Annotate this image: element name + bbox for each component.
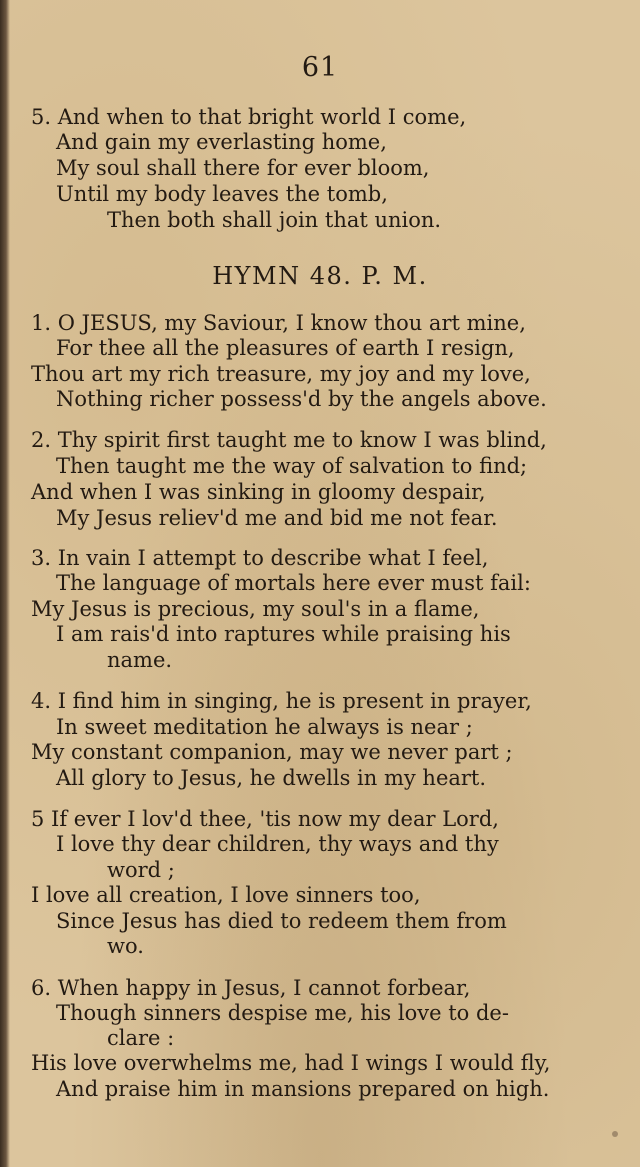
verse-line: My constant companion, may we never part ; xyxy=(31,740,513,764)
verse-line: And gain my everlasting home, xyxy=(56,130,387,154)
verse-line: clare : xyxy=(107,1026,175,1050)
verse-line: His love overwhelms me, had I wings I would fly, xyxy=(31,1051,551,1075)
verse-line: name. xyxy=(107,648,173,672)
paper-stain xyxy=(612,1131,618,1137)
verse-line: Nothing richer possess'd by the angels above. xyxy=(56,387,547,411)
verse-line: In sweet meditation he always is near ; xyxy=(56,715,473,739)
verse-line: Though sinners despise me, his love to de- xyxy=(56,1001,509,1025)
verse-line: 3. In vain I attempt to describe what I feel, xyxy=(31,546,489,570)
verse-line: Since Jesus has died to redeem them from xyxy=(56,909,507,933)
verse-line: The language of mortals here ever must fail: xyxy=(56,571,531,595)
page-number: 61 xyxy=(301,52,339,83)
hymn-title: HYMN 48. P. M. xyxy=(212,262,428,290)
verse-line: wo. xyxy=(107,934,144,958)
verse-line: Then taught me the way of salvation to find; xyxy=(56,454,528,478)
verse-line: word ; xyxy=(107,858,175,882)
verse-line: My Jesus is precious, my soul's in a flame, xyxy=(31,597,480,621)
verse-line: I love all creation, I love sinners too, xyxy=(31,883,421,907)
verse-line: 5. And when to that bright world I come, xyxy=(31,105,467,129)
verse-line: All glory to Jesus, he dwells in my heart. xyxy=(56,766,487,790)
verse-line: Thou art my rich treasure, my joy and my love, xyxy=(31,362,531,386)
verse-line: My Jesus reliev'd me and bid me not fear. xyxy=(56,506,498,530)
verse-line: Then both shall join that union. xyxy=(107,208,442,232)
verse-line: My soul shall there for ever bloom, xyxy=(56,156,430,180)
verse-line: 1. O JESUS, my Saviour, I know thou art mine, xyxy=(31,311,526,335)
verse-line: I am rais'd into raptures while praising his xyxy=(56,622,511,646)
verse-line: I love thy dear children, thy ways and thy xyxy=(56,832,499,856)
verse-line: 2. Thy spirit first taught me to know I was blind, xyxy=(31,428,547,452)
verse-line: For thee all the pleasures of earth I resign, xyxy=(56,336,515,360)
verse-line: 4. I find him in singing, he is present in prayer, xyxy=(31,689,532,713)
verse-line: 6. When happy in Jesus, I cannot forbear, xyxy=(31,976,471,1000)
verse-line: And when I was sinking in gloomy despair, xyxy=(31,480,486,504)
verse-line: Until my body leaves the tomb, xyxy=(56,182,388,206)
verse-line: 5 If ever I lov'd thee, 'tis now my dear Lord, xyxy=(31,807,499,831)
verse-line: And praise him in mansions prepared on high. xyxy=(56,1077,550,1101)
page-edge xyxy=(0,0,10,1167)
